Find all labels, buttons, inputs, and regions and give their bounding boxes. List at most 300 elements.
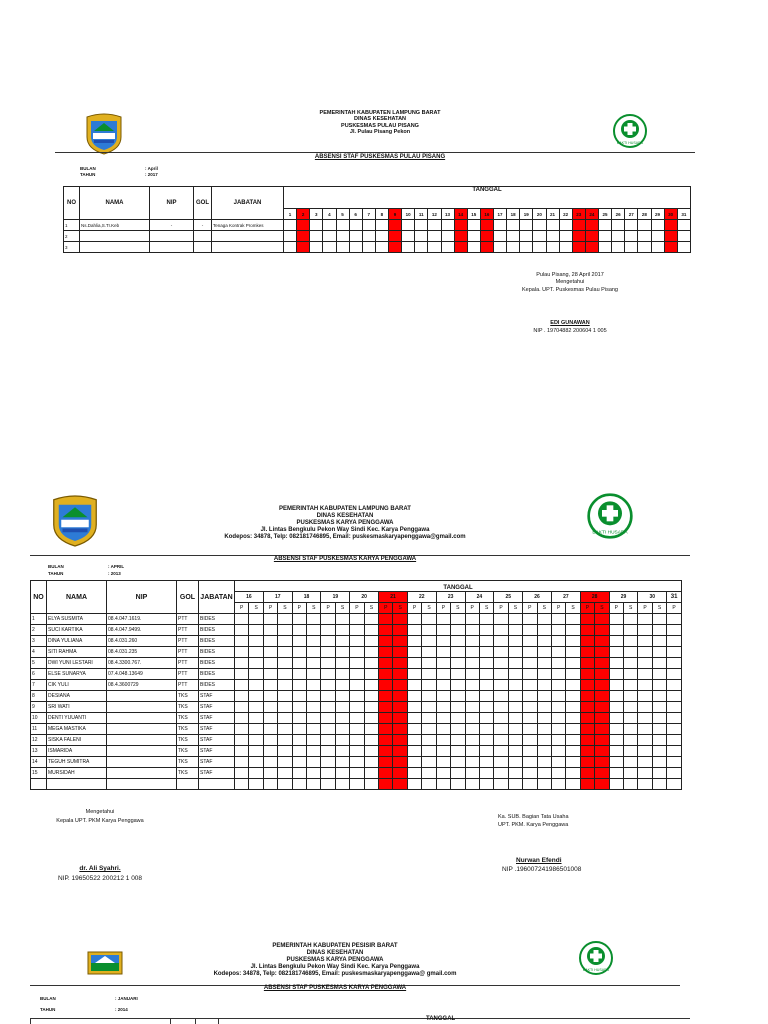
attendance-cell[interactable] — [335, 724, 349, 735]
attendance-cell[interactable] — [595, 757, 609, 768]
attendance-cell[interactable] — [572, 231, 585, 242]
attendance-cell[interactable] — [307, 658, 321, 669]
attendance-cell[interactable] — [292, 735, 306, 746]
attendance-cell[interactable] — [465, 625, 479, 636]
attendance-cell[interactable] — [235, 625, 249, 636]
attendance-cell[interactable] — [393, 647, 407, 658]
attendance-cell[interactable] — [321, 680, 335, 691]
attendance-cell[interactable] — [651, 242, 664, 253]
attendance-cell[interactable] — [263, 691, 277, 702]
attendance-cell[interactable] — [321, 625, 335, 636]
attendance-cell[interactable] — [335, 614, 349, 625]
attendance-cell[interactable] — [609, 735, 623, 746]
attendance-cell[interactable] — [335, 735, 349, 746]
attendance-cell[interactable] — [638, 231, 651, 242]
attendance-cell[interactable] — [537, 691, 551, 702]
attendance-cell[interactable] — [422, 768, 436, 779]
attendance-cell[interactable] — [364, 779, 378, 790]
attendance-cell[interactable] — [479, 647, 493, 658]
attendance-cell[interactable] — [652, 702, 666, 713]
attendance-cell[interactable] — [537, 614, 551, 625]
attendance-cell[interactable] — [235, 768, 249, 779]
attendance-cell[interactable] — [350, 669, 364, 680]
attendance-cell[interactable] — [520, 220, 533, 231]
attendance-cell[interactable] — [278, 724, 292, 735]
attendance-cell[interactable] — [407, 768, 421, 779]
attendance-cell[interactable] — [580, 779, 594, 790]
attendance-cell[interactable] — [595, 779, 609, 790]
attendance-cell[interactable] — [609, 669, 623, 680]
attendance-cell[interactable] — [508, 636, 522, 647]
attendance-cell[interactable] — [422, 724, 436, 735]
attendance-cell[interactable] — [451, 636, 465, 647]
attendance-cell[interactable] — [350, 713, 364, 724]
attendance-cell[interactable] — [349, 242, 362, 253]
attendance-cell[interactable] — [585, 220, 598, 231]
attendance-cell[interactable] — [441, 242, 454, 253]
attendance-cell[interactable] — [595, 724, 609, 735]
attendance-cell[interactable] — [652, 680, 666, 691]
attendance-cell[interactable] — [364, 691, 378, 702]
attendance-cell[interactable] — [494, 768, 508, 779]
attendance-cell[interactable] — [580, 658, 594, 669]
attendance-cell[interactable] — [508, 625, 522, 636]
attendance-cell[interactable] — [533, 242, 546, 253]
attendance-cell[interactable] — [323, 231, 336, 242]
attendance-cell[interactable] — [249, 757, 263, 768]
attendance-cell[interactable] — [494, 757, 508, 768]
attendance-cell[interactable] — [451, 768, 465, 779]
attendance-cell[interactable] — [278, 614, 292, 625]
attendance-cell[interactable] — [566, 680, 580, 691]
attendance-cell[interactable] — [249, 625, 263, 636]
attendance-cell[interactable] — [263, 702, 277, 713]
attendance-cell[interactable] — [350, 636, 364, 647]
attendance-cell[interactable] — [566, 713, 580, 724]
attendance-cell[interactable] — [479, 625, 493, 636]
attendance-cell[interactable] — [364, 636, 378, 647]
attendance-cell[interactable] — [559, 220, 572, 231]
attendance-cell[interactable] — [292, 757, 306, 768]
attendance-cell[interactable] — [609, 768, 623, 779]
attendance-cell[interactable] — [321, 614, 335, 625]
attendance-cell[interactable] — [249, 746, 263, 757]
attendance-cell[interactable] — [451, 625, 465, 636]
attendance-cell[interactable] — [235, 680, 249, 691]
attendance-cell[interactable] — [551, 713, 565, 724]
attendance-cell[interactable] — [451, 614, 465, 625]
attendance-cell[interactable] — [307, 779, 321, 790]
attendance-cell[interactable] — [278, 746, 292, 757]
attendance-cell[interactable] — [638, 746, 652, 757]
attendance-cell[interactable] — [508, 702, 522, 713]
attendance-cell[interactable] — [278, 669, 292, 680]
attendance-cell[interactable] — [537, 669, 551, 680]
attendance-cell[interactable] — [321, 658, 335, 669]
attendance-cell[interactable] — [652, 636, 666, 647]
attendance-cell[interactable] — [407, 713, 421, 724]
attendance-cell[interactable] — [336, 220, 349, 231]
attendance-cell[interactable] — [364, 757, 378, 768]
attendance-cell[interactable] — [422, 691, 436, 702]
attendance-cell[interactable] — [278, 691, 292, 702]
attendance-cell[interactable] — [638, 713, 652, 724]
attendance-cell[interactable] — [520, 242, 533, 253]
attendance-cell[interactable] — [422, 680, 436, 691]
attendance-cell[interactable] — [523, 658, 537, 669]
attendance-cell[interactable] — [407, 757, 421, 768]
attendance-cell[interactable] — [546, 231, 559, 242]
attendance-cell[interactable] — [667, 636, 682, 647]
attendance-cell[interactable] — [307, 768, 321, 779]
attendance-cell[interactable] — [335, 669, 349, 680]
attendance-cell[interactable] — [638, 220, 651, 231]
attendance-cell[interactable] — [623, 713, 637, 724]
attendance-cell[interactable] — [379, 669, 393, 680]
attendance-cell[interactable] — [393, 746, 407, 757]
attendance-cell[interactable] — [623, 669, 637, 680]
attendance-cell[interactable] — [572, 220, 585, 231]
attendance-cell[interactable] — [479, 735, 493, 746]
attendance-cell[interactable] — [393, 625, 407, 636]
attendance-cell[interactable] — [393, 680, 407, 691]
attendance-cell[interactable] — [465, 647, 479, 658]
attendance-cell[interactable] — [551, 636, 565, 647]
attendance-cell[interactable] — [609, 746, 623, 757]
attendance-cell[interactable] — [415, 231, 428, 242]
attendance-cell[interactable] — [407, 724, 421, 735]
attendance-cell[interactable] — [494, 724, 508, 735]
attendance-cell[interactable] — [580, 669, 594, 680]
attendance-cell[interactable] — [451, 691, 465, 702]
attendance-cell[interactable] — [595, 669, 609, 680]
attendance-cell[interactable] — [379, 647, 393, 658]
attendance-cell[interactable] — [494, 220, 507, 231]
attendance-cell[interactable] — [566, 768, 580, 779]
attendance-cell[interactable] — [551, 625, 565, 636]
attendance-cell[interactable] — [393, 724, 407, 735]
attendance-cell[interactable] — [559, 242, 572, 253]
attendance-cell[interactable] — [479, 614, 493, 625]
attendance-cell[interactable] — [664, 220, 677, 231]
attendance-cell[interactable] — [310, 242, 323, 253]
attendance-cell[interactable] — [566, 691, 580, 702]
attendance-cell[interactable] — [235, 735, 249, 746]
attendance-cell[interactable] — [292, 636, 306, 647]
attendance-cell[interactable] — [379, 757, 393, 768]
attendance-cell[interactable] — [638, 636, 652, 647]
attendance-cell[interactable] — [623, 779, 637, 790]
attendance-cell[interactable] — [580, 768, 594, 779]
attendance-cell[interactable] — [523, 779, 537, 790]
attendance-cell[interactable] — [652, 735, 666, 746]
attendance-cell[interactable] — [436, 724, 450, 735]
attendance-cell[interactable] — [508, 713, 522, 724]
attendance-cell[interactable] — [652, 691, 666, 702]
attendance-cell[interactable] — [580, 713, 594, 724]
attendance-cell[interactable] — [292, 713, 306, 724]
attendance-cell[interactable] — [263, 757, 277, 768]
attendance-cell[interactable] — [507, 231, 520, 242]
attendance-cell[interactable] — [638, 735, 652, 746]
attendance-cell[interactable] — [638, 768, 652, 779]
attendance-cell[interactable] — [307, 746, 321, 757]
attendance-cell[interactable] — [537, 636, 551, 647]
attendance-cell[interactable] — [263, 779, 277, 790]
attendance-cell[interactable] — [623, 614, 637, 625]
attendance-cell[interactable] — [441, 231, 454, 242]
attendance-cell[interactable] — [667, 614, 682, 625]
attendance-cell[interactable] — [321, 647, 335, 658]
attendance-cell[interactable] — [364, 702, 378, 713]
attendance-cell[interactable] — [508, 691, 522, 702]
attendance-cell[interactable] — [407, 625, 421, 636]
attendance-cell[interactable] — [310, 220, 323, 231]
attendance-cell[interactable] — [249, 768, 263, 779]
attendance-cell[interactable] — [436, 636, 450, 647]
attendance-cell[interactable] — [249, 724, 263, 735]
attendance-cell[interactable] — [537, 735, 551, 746]
attendance-cell[interactable] — [292, 724, 306, 735]
attendance-cell[interactable] — [451, 680, 465, 691]
attendance-cell[interactable] — [612, 242, 625, 253]
attendance-cell[interactable] — [623, 680, 637, 691]
attendance-cell[interactable] — [551, 647, 565, 658]
attendance-cell[interactable] — [523, 636, 537, 647]
attendance-cell[interactable] — [436, 735, 450, 746]
attendance-cell[interactable] — [436, 713, 450, 724]
attendance-cell[interactable] — [436, 779, 450, 790]
attendance-cell[interactable] — [249, 779, 263, 790]
attendance-cell[interactable] — [652, 724, 666, 735]
attendance-cell[interactable] — [393, 768, 407, 779]
attendance-cell[interactable] — [537, 757, 551, 768]
attendance-cell[interactable] — [335, 768, 349, 779]
attendance-cell[interactable] — [523, 680, 537, 691]
attendance-cell[interactable] — [249, 735, 263, 746]
attendance-cell[interactable] — [407, 614, 421, 625]
attendance-cell[interactable] — [609, 614, 623, 625]
attendance-cell[interactable] — [375, 242, 388, 253]
attendance-cell[interactable] — [479, 636, 493, 647]
attendance-cell[interactable] — [350, 757, 364, 768]
attendance-cell[interactable] — [566, 702, 580, 713]
attendance-cell[interactable] — [407, 669, 421, 680]
attendance-cell[interactable] — [652, 625, 666, 636]
attendance-cell[interactable] — [465, 658, 479, 669]
attendance-cell[interactable] — [638, 242, 651, 253]
attendance-cell[interactable] — [379, 614, 393, 625]
attendance-cell[interactable] — [263, 647, 277, 658]
attendance-cell[interactable] — [580, 647, 594, 658]
attendance-cell[interactable] — [652, 757, 666, 768]
attendance-cell[interactable] — [508, 647, 522, 658]
attendance-cell[interactable] — [508, 724, 522, 735]
attendance-cell[interactable] — [465, 669, 479, 680]
attendance-cell[interactable] — [465, 735, 479, 746]
attendance-cell[interactable] — [249, 691, 263, 702]
attendance-cell[interactable] — [364, 713, 378, 724]
attendance-cell[interactable] — [667, 779, 682, 790]
attendance-cell[interactable] — [379, 625, 393, 636]
attendance-cell[interactable] — [652, 614, 666, 625]
attendance-cell[interactable] — [465, 779, 479, 790]
attendance-cell[interactable] — [609, 636, 623, 647]
attendance-cell[interactable] — [523, 625, 537, 636]
attendance-cell[interactable] — [379, 735, 393, 746]
attendance-cell[interactable] — [566, 724, 580, 735]
attendance-cell[interactable] — [249, 614, 263, 625]
attendance-cell[interactable] — [667, 713, 682, 724]
attendance-cell[interactable] — [393, 779, 407, 790]
attendance-cell[interactable] — [307, 757, 321, 768]
attendance-cell[interactable] — [297, 220, 310, 231]
attendance-cell[interactable] — [428, 231, 441, 242]
attendance-cell[interactable] — [292, 669, 306, 680]
attendance-cell[interactable] — [494, 669, 508, 680]
attendance-cell[interactable] — [580, 735, 594, 746]
attendance-cell[interactable] — [350, 625, 364, 636]
attendance-cell[interactable] — [580, 746, 594, 757]
attendance-cell[interactable] — [599, 220, 612, 231]
attendance-cell[interactable] — [508, 669, 522, 680]
attendance-cell[interactable] — [249, 647, 263, 658]
attendance-cell[interactable] — [623, 691, 637, 702]
attendance-cell[interactable] — [393, 702, 407, 713]
attendance-cell[interactable] — [599, 242, 612, 253]
attendance-cell[interactable] — [436, 625, 450, 636]
attendance-cell[interactable] — [451, 757, 465, 768]
attendance-cell[interactable] — [379, 779, 393, 790]
attendance-cell[interactable] — [436, 691, 450, 702]
attendance-cell[interactable] — [249, 669, 263, 680]
attendance-cell[interactable] — [350, 702, 364, 713]
attendance-cell[interactable] — [263, 658, 277, 669]
attendance-cell[interactable] — [263, 669, 277, 680]
attendance-cell[interactable] — [364, 614, 378, 625]
attendance-cell[interactable] — [349, 231, 362, 242]
attendance-cell[interactable] — [537, 680, 551, 691]
attendance-cell[interactable] — [393, 757, 407, 768]
attendance-cell[interactable] — [263, 746, 277, 757]
attendance-cell[interactable] — [479, 713, 493, 724]
attendance-cell[interactable] — [407, 746, 421, 757]
attendance-cell[interactable] — [422, 713, 436, 724]
attendance-cell[interactable] — [364, 625, 378, 636]
attendance-cell[interactable] — [379, 724, 393, 735]
attendance-cell[interactable] — [335, 647, 349, 658]
attendance-cell[interactable] — [667, 669, 682, 680]
attendance-cell[interactable] — [278, 680, 292, 691]
attendance-cell[interactable] — [292, 702, 306, 713]
attendance-cell[interactable] — [609, 713, 623, 724]
attendance-cell[interactable] — [652, 647, 666, 658]
attendance-cell[interactable] — [422, 779, 436, 790]
attendance-cell[interactable] — [580, 636, 594, 647]
attendance-cell[interactable] — [350, 779, 364, 790]
attendance-cell[interactable] — [465, 680, 479, 691]
attendance-cell[interactable] — [623, 757, 637, 768]
attendance-cell[interactable] — [494, 702, 508, 713]
attendance-cell[interactable] — [467, 220, 480, 231]
attendance-cell[interactable] — [278, 768, 292, 779]
attendance-cell[interactable] — [402, 231, 415, 242]
attendance-cell[interactable] — [307, 735, 321, 746]
attendance-cell[interactable] — [537, 702, 551, 713]
attendance-cell[interactable] — [566, 614, 580, 625]
attendance-cell[interactable] — [379, 680, 393, 691]
attendance-cell[interactable] — [667, 768, 682, 779]
attendance-cell[interactable] — [407, 658, 421, 669]
attendance-cell[interactable] — [235, 658, 249, 669]
attendance-cell[interactable] — [451, 713, 465, 724]
attendance-cell[interactable] — [451, 724, 465, 735]
attendance-cell[interactable] — [307, 636, 321, 647]
attendance-cell[interactable] — [566, 625, 580, 636]
attendance-cell[interactable] — [638, 614, 652, 625]
attendance-cell[interactable] — [638, 680, 652, 691]
attendance-cell[interactable] — [623, 768, 637, 779]
attendance-cell[interactable] — [623, 658, 637, 669]
attendance-cell[interactable] — [508, 779, 522, 790]
attendance-cell[interactable] — [310, 231, 323, 242]
attendance-cell[interactable] — [393, 614, 407, 625]
attendance-cell[interactable] — [335, 702, 349, 713]
attendance-cell[interactable] — [263, 724, 277, 735]
attendance-cell[interactable] — [566, 647, 580, 658]
attendance-cell[interactable] — [451, 746, 465, 757]
attendance-cell[interactable] — [508, 614, 522, 625]
attendance-cell[interactable] — [667, 680, 682, 691]
attendance-cell[interactable] — [580, 614, 594, 625]
attendance-cell[interactable] — [321, 636, 335, 647]
attendance-cell[interactable] — [235, 724, 249, 735]
attendance-cell[interactable] — [638, 691, 652, 702]
attendance-cell[interactable] — [638, 757, 652, 768]
attendance-cell[interactable] — [623, 647, 637, 658]
attendance-cell[interactable] — [263, 614, 277, 625]
attendance-cell[interactable] — [580, 680, 594, 691]
attendance-cell[interactable] — [623, 636, 637, 647]
attendance-cell[interactable] — [292, 647, 306, 658]
attendance-cell[interactable] — [479, 724, 493, 735]
attendance-cell[interactable] — [292, 658, 306, 669]
attendance-cell[interactable] — [508, 680, 522, 691]
attendance-cell[interactable] — [436, 647, 450, 658]
attendance-cell[interactable] — [566, 757, 580, 768]
attendance-cell[interactable] — [249, 702, 263, 713]
attendance-cell[interactable] — [364, 680, 378, 691]
attendance-cell[interactable] — [623, 724, 637, 735]
attendance-cell[interactable] — [235, 757, 249, 768]
attendance-cell[interactable] — [364, 746, 378, 757]
attendance-cell[interactable] — [638, 779, 652, 790]
attendance-cell[interactable] — [454, 220, 467, 231]
attendance-cell[interactable] — [379, 768, 393, 779]
attendance-cell[interactable] — [321, 735, 335, 746]
attendance-cell[interactable] — [428, 242, 441, 253]
attendance-cell[interactable] — [494, 636, 508, 647]
attendance-cell[interactable] — [263, 713, 277, 724]
attendance-cell[interactable] — [278, 757, 292, 768]
attendance-cell[interactable] — [454, 231, 467, 242]
attendance-cell[interactable] — [379, 713, 393, 724]
attendance-cell[interactable] — [284, 220, 297, 231]
attendance-cell[interactable] — [379, 702, 393, 713]
attendance-cell[interactable] — [321, 746, 335, 757]
attendance-cell[interactable] — [537, 658, 551, 669]
attendance-cell[interactable] — [479, 779, 493, 790]
